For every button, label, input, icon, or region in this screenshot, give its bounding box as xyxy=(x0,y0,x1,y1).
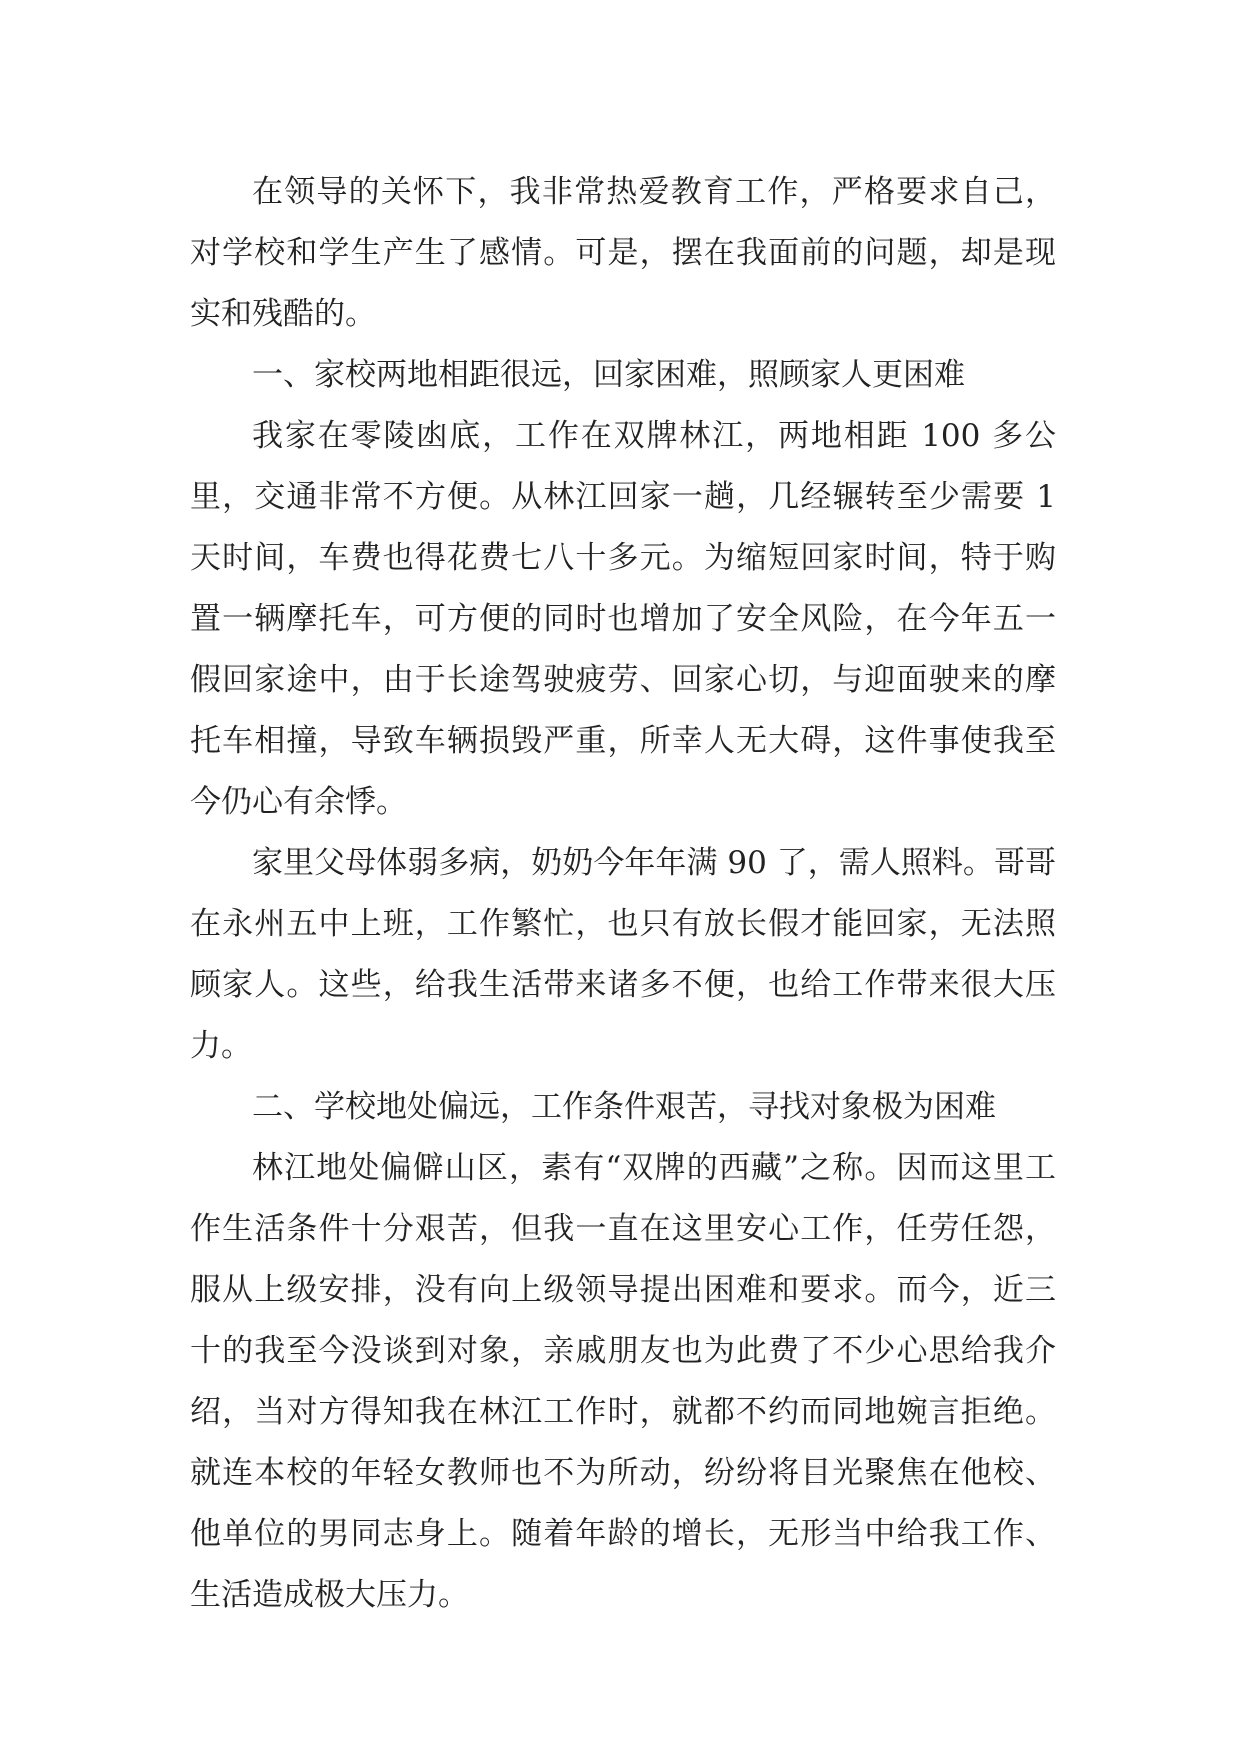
paragraph-intro: 在领导的关怀下，我非常热爱教育工作，严格要求自己，对学校和学生产生了感情。可是，摆在我面前的问题，却是现实和残酷的。 xyxy=(190,174,1056,332)
heading-section-two: 二、学校地处偏远，工作条件艰苦，寻找对象极为困难 xyxy=(252,1089,996,1125)
paragraph-family: 家里父母体弱多病，奶奶今年年满 90 了，需人照料。哥哥在永州五中上班，工作繁忙，也只有放长假才能回家，无法照顾家人。这些，给我生活带来诸多不便，也给工作带来很大压力。 xyxy=(190,845,1056,1064)
document-body xyxy=(190,162,1056,1626)
heading-section-one: 一、家校两地相距很远，回家困难，照顾家人更困难 xyxy=(252,357,965,393)
paragraph-commute: 我家在零陵凼底，工作在双牌林江，两地相距 100 多公里，交通非常不方便。从林江回家一趟，几经辗转至少需要 1 天时间，车费也得花费七八十多元。为缩短回家时间，特于购置一辆摩托车，可方便的同时也增加了安全风险，在今年五一假回家途中，由于长途驾驶疲劳、回家心切，与迎面驶来的摩托车相撞，导致车辆损毁严重，所幸人无大碍，这件事使我至今仍心有余悸。 xyxy=(190,418,1056,820)
paragraph-remote-school: 林江地处偏僻山区，素有“双牌的西藏”之称。因而这里工作生活条件十分艰苦，但我一直在这里安心工作，任劳任怨，服从上级安排，没有向上级领导提出困难和要求。而今，近三十的我至今没谈到对象，亲戚朋友也为此费了不少心思给我介绍，当对方得知我在林江工作时，就都不约而同地婉言拒绝。就连本校的年轻女教师也不为所动，纷纷将目光聚焦在他校、他单位的男同志身上。随着年龄的增长，无形当中给我工作、生活造成极大压力。 xyxy=(190,1150,1056,1613)
